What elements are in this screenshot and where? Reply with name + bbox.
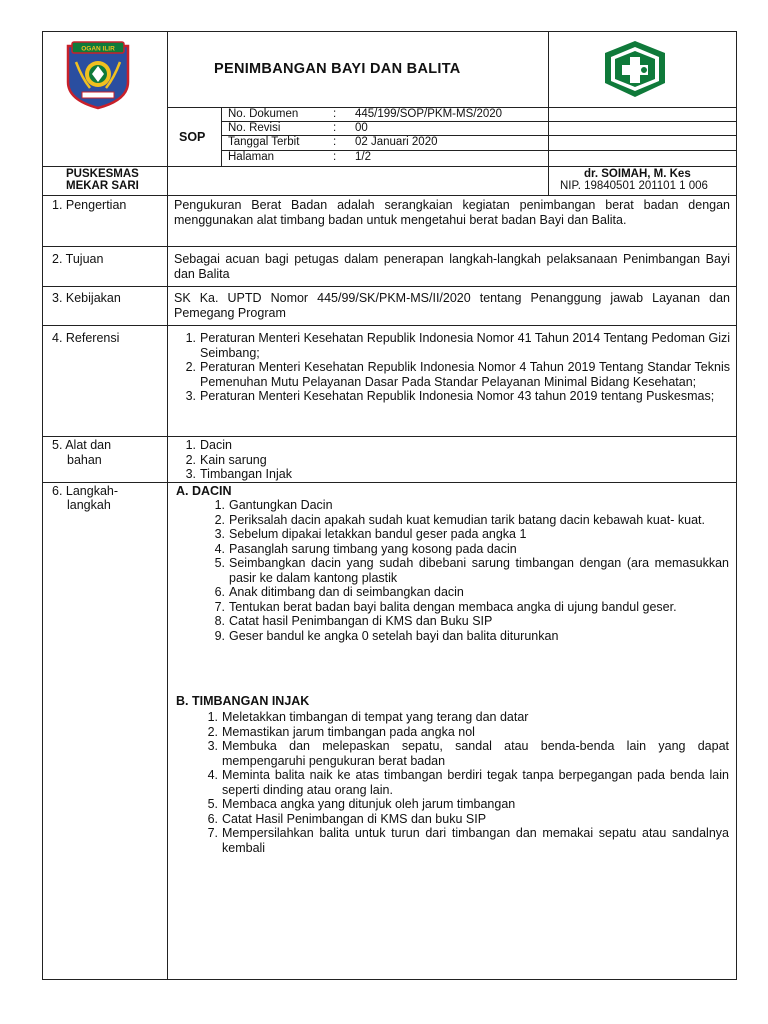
sop-label: SOP (179, 130, 206, 144)
list-item (203, 600, 729, 615)
puskesmas-logo (597, 37, 673, 101)
crest-banner-text: OGAN ILIR (81, 45, 115, 53)
list-text: Meminta balita naik ke atas timbangan berdiri tegak tanpa berpegangan pada benda lain seperti dinding atau orang lain. (222, 768, 729, 797)
list-text: Peraturan Menteri Kesehatan Republik Indonesia Nomor 43 tahun 2019 tentang Puskesmas; (200, 389, 715, 403)
meta-sep-tanggal-terbit: : (333, 136, 337, 148)
document-title: PENIMBANGAN BAYI DAN BALITA (214, 61, 461, 77)
list-item (174, 331, 730, 360)
subsection-heading-dacin: A. DACIN (176, 484, 232, 498)
org-name-line2: MEKAR SARI (66, 180, 139, 192)
list-number: 5. (214, 556, 225, 570)
meta-label-halaman: Halaman (228, 151, 275, 163)
list-text: Gantungkan Dacin (229, 498, 333, 512)
ogan-ilir-crest-logo (62, 38, 134, 110)
list-text: Peraturan Menteri Kesehatan Republik Indonesia Nomor 41 Tahun 2014 Tentang Pedoman Gizi Seimbang; (200, 331, 730, 360)
list-text: Tentukan berat badan bayi balita dengan membaca angka di ujung bandul geser. (229, 599, 677, 614)
row-divider-4 (42, 436, 737, 437)
subsection-heading-timbangan-injak: B. TIMBANGAN INJAK (176, 694, 310, 708)
list-number: 5. (207, 797, 218, 811)
left-column-divider (167, 31, 168, 980)
meta-value-halaman: 1/2 (355, 151, 371, 163)
meta-value-no-revisi: 00 (355, 122, 368, 134)
alat-list (174, 438, 730, 482)
section-label-referensi: 4. Referensi (52, 331, 120, 345)
list-number: 2. (207, 724, 218, 739)
list-item (203, 556, 729, 585)
header-divider-org (42, 195, 737, 196)
list-text: Dacin (200, 438, 232, 452)
header-right-divider (548, 31, 549, 107)
list-number: 1. (185, 331, 196, 345)
list-number: 1. (207, 710, 218, 724)
row-divider-5 (42, 482, 737, 483)
section-label-kebijakan: 3. Kebijakan (52, 291, 121, 305)
list-text: Kain sarung (200, 452, 267, 467)
list-text: Mempersilahkan balita untuk turun dari timbangan dan memakai sepatu atau sandalnya kembali (222, 826, 729, 855)
list-text: Periksalah dacin apakah sudah kuat kemudian tarik batang dacin kebawah kuat- kuat. (229, 512, 705, 527)
list-item (203, 542, 729, 557)
list-number: 3. (207, 739, 218, 753)
list-item (203, 527, 729, 542)
list-number: 7. (214, 599, 225, 614)
list-number: 7. (207, 826, 218, 840)
list-number: 2. (214, 512, 225, 527)
list-number: 3. (185, 467, 196, 481)
section-label-alat-line2: bahan (67, 453, 102, 467)
list-item (196, 739, 729, 768)
meta-right-divider (548, 107, 549, 166)
list-number: 9. (214, 628, 225, 643)
list-item (203, 585, 729, 600)
section-text-pengertian: Pengukuran Berat Badan adalah serangkaian kegiatan penimbangan berat badan dengan menggunakan alat timbang badan untuk mengetahui berat badan Bayi dan Balita. (174, 198, 730, 227)
list-item (174, 453, 730, 468)
list-item (174, 467, 730, 482)
list-item (196, 768, 729, 797)
section-label-langkah-line1: 6. Langkah- (52, 484, 119, 498)
list-text: Memastikan jarum timbangan pada angka nol (222, 724, 475, 739)
list-number: 3. (185, 389, 196, 403)
list-number: 4. (207, 768, 218, 782)
list-item (174, 389, 730, 404)
list-item (203, 629, 729, 644)
list-text: Catat Hasil Penimbangan di KMS dan buku SIP (222, 811, 487, 826)
list-item (203, 513, 729, 528)
meta-row-line-3 (221, 150, 737, 151)
signer-nip: NIP. 19840501 201101 1 006 (560, 180, 708, 192)
meta-left-divider (221, 107, 222, 166)
header-divider-bottom (42, 166, 737, 167)
row-divider-1 (42, 246, 737, 247)
list-text: Membuka dan melepaskan sepatu, sandal atau benda-benda lain yang dapat mempengaruhi pengukuran berat badan (222, 739, 729, 768)
list-number: 1. (185, 438, 196, 452)
meta-label-no-revisi: No. Revisi (228, 122, 281, 134)
list-number: 1. (214, 498, 225, 512)
section-label-tujuan: 2. Tujuan (52, 252, 104, 266)
meta-label-no-dokumen: No. Dokumen (228, 108, 299, 120)
list-item (196, 812, 729, 827)
row-divider-3 (42, 325, 737, 326)
list-text: Anak ditimbang dan di seimbangkan dacin (229, 585, 464, 599)
list-item (203, 498, 729, 513)
list-number: 3. (214, 527, 225, 541)
list-number: 8. (214, 614, 225, 628)
list-text: Meletakkan timbangan di tempat yang terang dan datar (222, 710, 529, 724)
list-text: Membaca angka yang ditunjuk oleh jarum timbangan (222, 797, 516, 811)
list-item (174, 438, 730, 453)
list-item (196, 797, 729, 812)
referensi-list (174, 331, 730, 404)
signer-name: dr. SOIMAH, M. Kes (584, 168, 691, 180)
meta-sep-halaman: : (333, 151, 337, 163)
meta-label-tanggal-terbit: Tanggal Terbit (228, 136, 300, 148)
section-text-kebijakan: SK Ka. UPTD Nomor 445/99/SK/PKM-MS/II/2020 tentang Penanggung jawab Layanan dan Pemegang Program (174, 291, 730, 320)
list-item (196, 725, 729, 740)
dacin-steps-list (203, 498, 729, 643)
injak-steps-list (196, 710, 729, 855)
section-label-alat-line1: 5. Alat dan (52, 438, 112, 452)
list-text: Catat hasil Penimbangan di KMS dan Buku SIP (229, 614, 493, 628)
list-text: Seimbangkan dacin yang sudah dibebani sarung timbangan dengan (ara memasukkan pasir ke dalam kantong plastik (229, 556, 729, 585)
list-item (174, 360, 730, 389)
list-item (196, 710, 729, 725)
section-label-langkah-line2: langkah (67, 498, 111, 512)
list-text: Timbangan Injak (200, 467, 292, 481)
meta-sep-no-revisi: : (333, 122, 337, 134)
list-text: Pasanglah sarung timbang yang kosong pada dacin (229, 541, 517, 556)
list-number: 6. (207, 811, 218, 826)
section-text-tujuan: Sebagai acuan bagi petugas dalam penerapan langkah-langkah pelaksanaan Penimbangan Bayi dan Balita (174, 252, 730, 281)
list-number: 2. (185, 452, 196, 467)
meta-sep-no-dokumen: : (333, 108, 337, 120)
section-label-pengertian: 1. Pengertian (52, 198, 127, 212)
list-text: Sebelum dipakai letakkan bandul geser pada angka 1 (229, 527, 527, 541)
row-divider-2 (42, 286, 737, 287)
list-item (203, 614, 729, 629)
meta-value-tanggal-terbit: 02 Januari 2020 (355, 136, 438, 148)
meta-row-line-1 (221, 121, 737, 122)
list-item (196, 826, 729, 855)
org-name-line1: PUSKESMAS (66, 168, 139, 180)
list-number: 2. (185, 360, 196, 374)
list-number: 4. (214, 541, 225, 556)
signer-divider (548, 166, 549, 195)
list-text: Peraturan Menteri Kesehatan Republik Indonesia Nomor 4 Tahun 2019 Tentang Standar Teknis Pemenuhan Mutu Pelayanan Dasar Pada Standar Pelayanan Minimal Bidang Kesehatan; (200, 360, 730, 389)
meta-value-no-dokumen: 445/199/SOP/PKM-MS/2020 (355, 108, 503, 120)
list-text: Geser bandul ke angka 0 setelah bayi dan balita diturunkan (229, 628, 559, 643)
list-number: 6. (214, 585, 225, 599)
